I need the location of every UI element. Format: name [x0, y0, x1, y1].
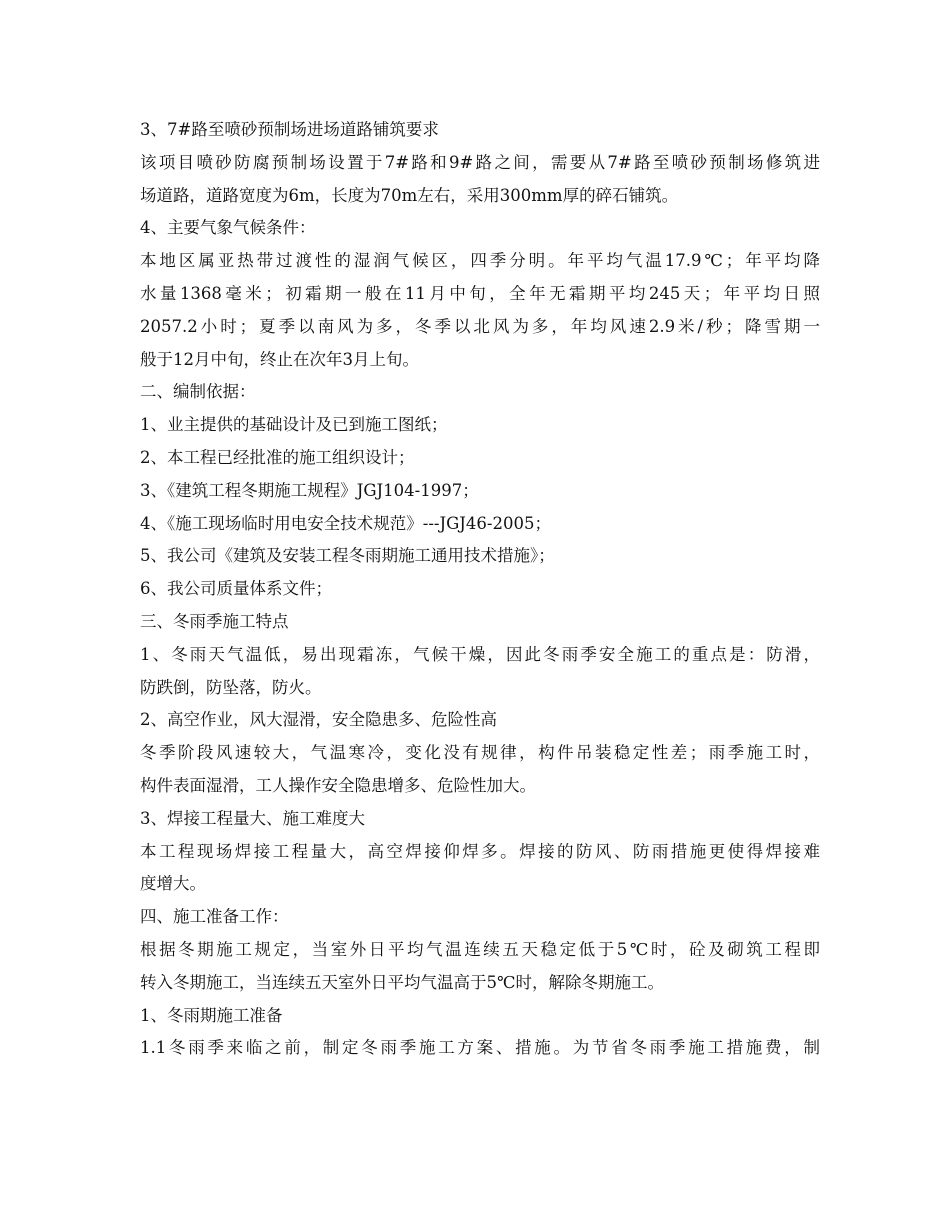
subheading-welding: 3、焊接工程量大、施工难度大	[140, 808, 365, 828]
paragraph-line: 1.1冬雨季来临之前，制定冬雨季施工方案、措施。为节省冬雨季施工措施费，制	[140, 1038, 820, 1058]
list-item: 4、《施工现场临时用电安全技术规范》---JGJ46-2005；	[140, 513, 551, 533]
paragraph-line: 1、冬雨天气温低，易出现霜冻，气候干燥，因此冬雨季安全施工的重点是：防滑，	[140, 644, 820, 664]
paragraph-line: 根据冬期施工规定，当室外日平均气温连续五天稳定低于5℃时，砼及砌筑工程即	[140, 939, 820, 959]
paragraph-line: 本地区属亚热带过渡性的湿润气候区，四季分明。年平均气温17.9℃；年平均降	[140, 251, 820, 271]
paragraph-line: 冬季阶段风速较大，气温寒冷，变化没有规律，构件吊装稳定性差；雨季施工时，	[140, 743, 820, 763]
list-item: 3、《建筑工程冬期施工规程》JGJ104-1997；	[140, 480, 479, 500]
paragraph-line: 场道路，道路宽度为6m，长度为70m左右，采用300mm厚的碎石铺筑。	[140, 185, 679, 205]
paragraph-line: 转入冬期施工，当连续五天室外日平均气温高于5℃时，解除冬期施工。	[140, 972, 664, 992]
heading-road-paving: 3、7#路至喷砂预制场进场道路铺筑要求	[140, 120, 439, 139]
list-item: 6、我公司质量体系文件；	[140, 579, 332, 599]
paragraph-line: 2057.2小时；夏季以南风为多，冬季以北风为多，年均风速2.9米/秒；降雪期一	[140, 316, 820, 336]
document-body	[140, 114, 820, 1065]
heading-climate: 4、主要气象气候条件：	[140, 218, 316, 238]
paragraph-line: 度增大。	[140, 874, 206, 894]
paragraph-line: 构件表面湿滑，工人操作安全隐患增多、危险性加大。	[140, 775, 536, 795]
paragraph-line: 本工程现场焊接工程量大，高空焊接仰焊多。焊接的防风、防雨措施更使得焊接难	[140, 841, 820, 861]
paragraph-line: 水量1368毫米；初霜期一般在11月中旬，全年无霜期平均245天；年平均日照	[140, 283, 820, 303]
paragraph-line: 该项目喷砂防腐预制场设置于7#路和9#路之间，需要从7#路至喷砂预制场修筑进	[140, 152, 820, 172]
paragraph-line: 防跌倒，防坠落，防火。	[140, 677, 322, 697]
list-item: 2、本工程已经批准的施工组织设计；	[140, 447, 415, 467]
list-item: 1、业主提供的基础设计及已到施工图纸；	[140, 415, 448, 435]
list-item: 5、我公司《建筑及安装工程冬雨期施工通用技术措施》；	[140, 546, 555, 566]
section-heading-preparation: 四、施工准备工作：	[140, 907, 289, 927]
subheading-winter-rain-prep: 1、冬雨期施工准备	[140, 1005, 283, 1025]
subheading-high-altitude: 2、高空作业，风大湿滑，安全隐患多、危险性高	[140, 710, 497, 730]
paragraph-line: 般于12月中旬，终止在次年3月上旬。	[140, 349, 419, 369]
section-heading-features: 三、冬雨季施工特点	[140, 611, 289, 631]
section-heading-basis: 二、编制依据：	[140, 382, 256, 402]
